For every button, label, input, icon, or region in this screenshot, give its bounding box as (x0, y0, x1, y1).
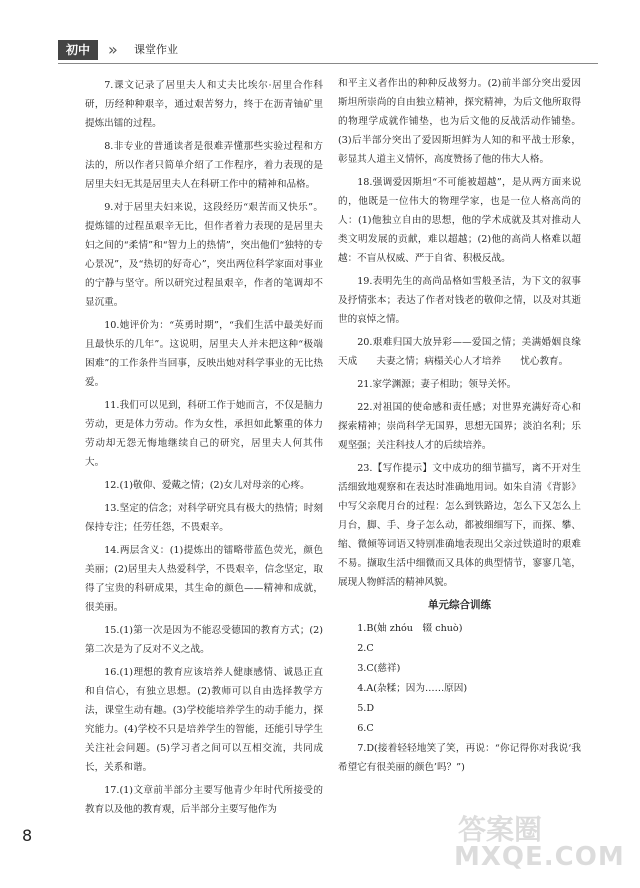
answer-item: 1.B(妯 zhóu 辍 chuò) (357, 623, 463, 634)
answer-paragraph: 23.【写作提示】文中成功的细节描写，离不开对生活细致地观察和在表达时准确地用词。如朱自清《背影》中写父亲爬月台的过程：怎么到铁路边，怎么下又怎么上月台，脚、手、身子怎么动，都被细细写下，而探、攀、缩、微倾等词语又特别准确地表现出父亲过铁道时的艰难不易。撷取生活中细微而又具体的典型情节，寥寥几笔，展现人物鲜活的精神风貌。 (338, 463, 581, 588)
answer-paragraph: 9.对于居里夫妇来说，这段经历“艰苦而又快乐”。提炼镭的过程虽艰辛无比，但作者着力表现的是居里夫妇之间的“柔情”和“智力上的热情”，突出他们“独特的专心景况”，及“热切的好奇心”，突出两位科学家面对事业的宁静与坚守。所以研究过程虽艰辛，作者的笔调却不显沉重。 (85, 202, 323, 308)
answer-paragraph: 10.她评价为：“英勇时期”，“我们生活中最美好而且最快乐的几年”。这说明，居里夫人并未把这种“极端困难”的工作条件当回事，反映出她对科学事业的无比热爱。 (85, 320, 323, 388)
answer-paragraph: 13.坚定的信念；对科学研究具有极大的热情；时刻保持专注；任劳任怨，不畏艰辛。 (85, 503, 323, 533)
answer-paragraph: 22.对祖国的使命感和责任感；对世界充满好奇心和探索精神；崇尚科学无国界，思想无国界；淡泊名利；乐观坚强；关注科技人才的后续培养。 (338, 402, 581, 451)
grade-tag: 初中 (58, 40, 98, 60)
header-rule (58, 63, 598, 64)
answer-item: 7.D(接着轻轻地笑了笑，再说：“你记得你对我说‘我希望它有很美丽的颜色’吗？”) (338, 743, 581, 773)
section-title: 单元综合训练 (428, 599, 491, 611)
answer-paragraph: 16.(1)理想的教育应该培养人健康感情、诚恳正直和自信心，有独立思想。(2)教师可以自由选择教学方法，课堂生动有趣。(3)学校能培养学生的动手能力，探究能力。(4)学校不只是培养学生的智能，还能引导学生关注社会问题。(5)学习者之间可以互相交流，共同成长，关系和谐。 (85, 667, 323, 773)
answer-item: 6.C (357, 723, 374, 734)
answer-paragraph: 7.课文记录了居里夫人和丈夫比埃尔·居里合作科研，历经种种艰辛，通过艰苦努力，终于在沥青铀矿里提炼出镭的过程。 (85, 80, 323, 129)
answer-paragraph: 和平主义者作出的种种反战努力。(2)前半部分突出爱因斯坦所崇尚的自由独立精神，探究精神，为后文他所取得的物理学成就作铺垫，也为后文他的反战活动作铺垫。(3)后半部分突出了爱因斯坦鲜为人知的和平战士形象，彰显其人道主义情怀，高度赞扬了他的伟大人格。 (338, 78, 581, 165)
page-number: 8 (22, 826, 33, 845)
left-column (85, 76, 323, 823)
answer-paragraph: 20.艰难归国大放异彩——爱国之情；美满婚姻良缘天成 夫妻之情；病榻关心人才培养 忧心教育。 (338, 337, 581, 367)
answer-paragraph: 11.我们可以见到，科研工作于她而言，不仅是脑力劳动，更是体力劳动。作为女性，承担如此繁重的体力劳动却无怨无悔地继续自己的研究，居里夫人何其伟大。 (85, 400, 323, 468)
header-subtitle: 课堂作业 (134, 43, 178, 56)
watermark-logo (446, 808, 632, 882)
chevron-icon: » (108, 40, 118, 59)
answer-paragraph: 8.非专业的普通读者是很难弄懂那些实验过程和方法的，所以作者只简单介绍了工作程序，着力表现的是居里夫妇无其是居里夫人在科研工作中的精神和品格。 (85, 141, 323, 190)
page-header (58, 40, 598, 62)
answer-paragraph: 21.家学渊源；妻子相助；领导关怀。 (357, 379, 517, 390)
answer-item: 5.D (357, 703, 375, 714)
watermark-top-text: 答案圈 (458, 813, 543, 846)
answer-item: 4.A(杂糅；因为……原因) (357, 683, 468, 694)
answer-item: 2.C (357, 643, 374, 654)
right-column (338, 74, 581, 778)
answer-paragraph: 19.表明先生的高尚品格如雪般圣洁，为下文的叙事及抒情张本；表达了作者对钱老的敬仰之情，以及对其逝世的哀悼之情。 (338, 276, 581, 325)
answer-paragraph: 15.(1)第一次是因为不能忍受德国的教育方式；(2)第二次是为了反对不义之战。 (85, 625, 323, 655)
answer-paragraph: 12.(1)敬仰、爱戴之情；(2)女儿对母亲的心疼。 (104, 480, 310, 491)
answer-item: 3.C(慈祥) (357, 663, 401, 674)
answer-paragraph: 17.(1)文章前半部分主要写他青少年时代所接受的教育以及他的教育观，后半部分主要写他作为 (85, 785, 323, 815)
watermark-url-text: MXQE.COM (454, 842, 625, 872)
answer-paragraph: 14.两层含义：(1)提炼出的镭略带蓝色荧光，颜色美丽；(2)居里夫人热爱科学，不畏艰辛，信念坚定，取得了宝贵的科研成果，其生命的颜色——精神和成就，很美丽。 (85, 545, 323, 613)
answer-paragraph: 18.强调爱因斯坦“不可能被超越”，是从两方面来说的，他既是一位伟大的物理学家，也是一位人格高尚的人：(1)他独立自由的思想，他的学术成就及其对推动人类文明发展的贡献，难以超越；(2)他的高尚人格难以超越：不盲从权威、严于自省、积极反战。 (338, 177, 581, 264)
